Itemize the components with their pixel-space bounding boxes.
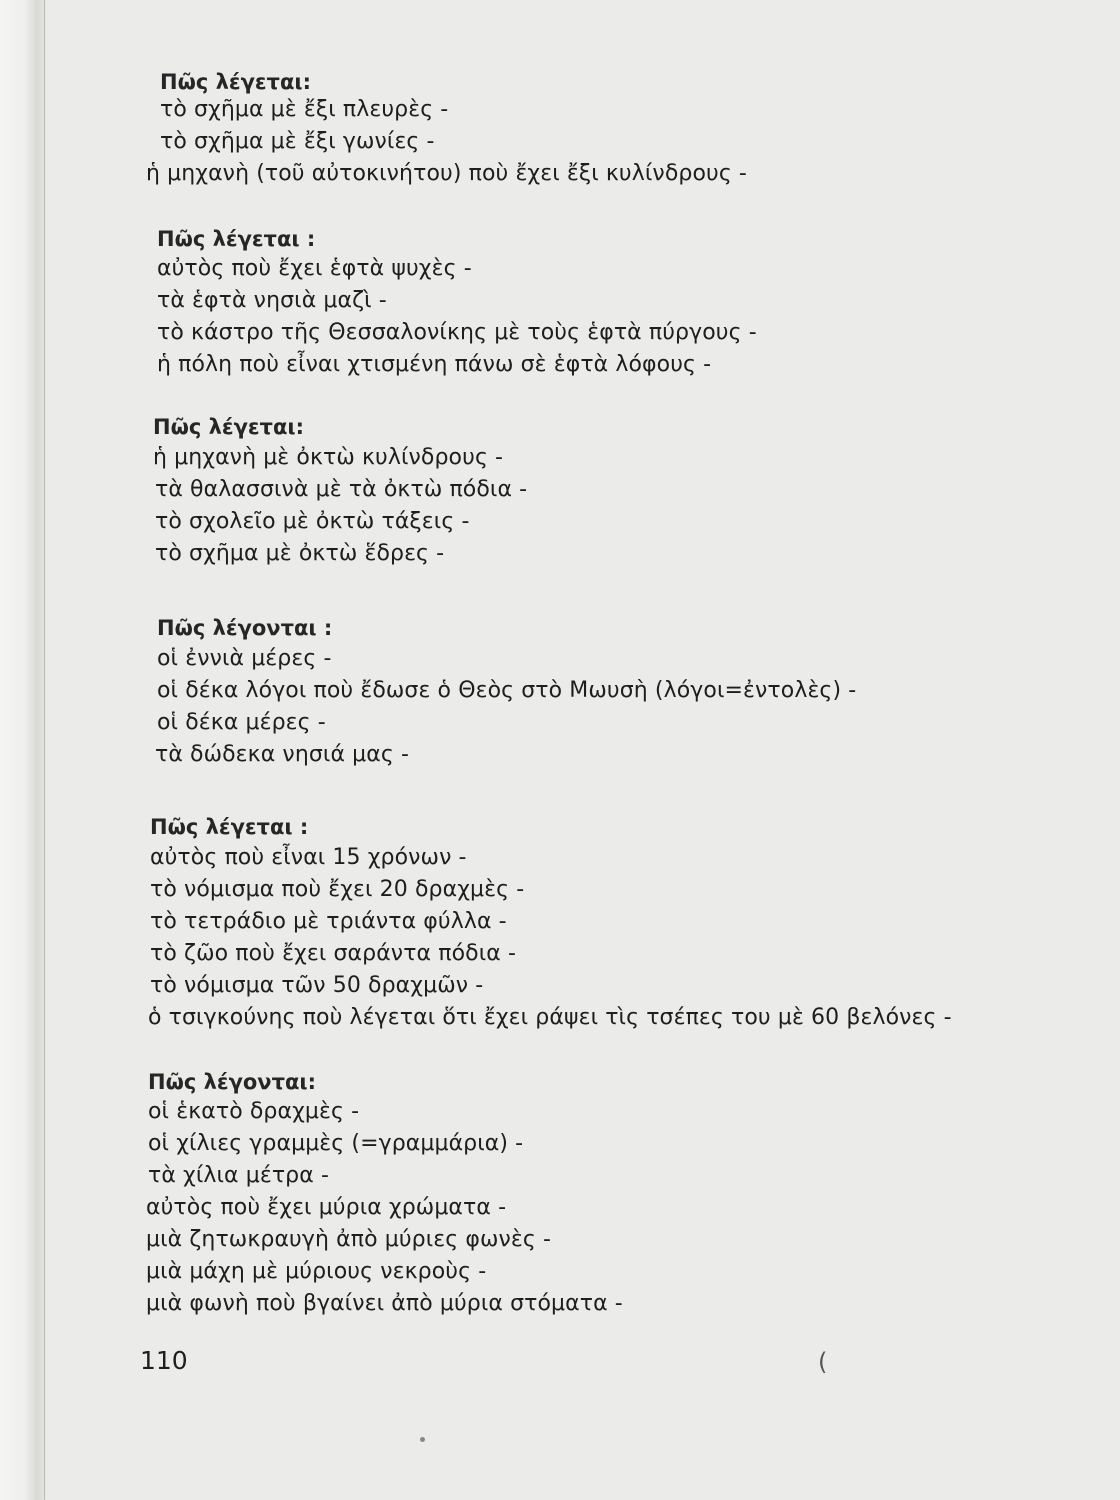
text-line: τὸ ζῶο ποὺ ἔχει σαράντα πόδια - [150, 941, 516, 966]
spine-edge [44, 0, 45, 1500]
section-heading: Πῶς λέγεται: [160, 70, 311, 94]
text-line: τὸ σχολεῖο μὲ ὀκτὼ τάξεις - [155, 509, 470, 534]
text-line: ἡ μηχανὴ (τοῦ αὐτοκινήτου) ποὺ ἔχει ἔξι κυλίνδρους - [146, 161, 747, 186]
text-line: τὸ σχῆμα μὲ ὀκτὼ ἕδρες - [155, 541, 445, 566]
text-line: αὐτὸς ποὺ εἶναι 15 χρόνων - [150, 845, 467, 870]
text-line: μιὰ ζητωκραυγὴ ἀπὸ μύριες φωνὲς - [146, 1227, 552, 1252]
section-heading: Πῶς λέγεται : [157, 227, 316, 251]
ink-dot [420, 1437, 425, 1442]
text-line: αὐτὸς ποὺ ἔχει ἑφτὰ ψυχὲς - [157, 256, 472, 281]
text-line: τὰ ἑφτὰ νησιὰ μαζὶ - [157, 288, 387, 313]
text-line: οἱ δέκα μέρες - [157, 710, 326, 735]
text-line: τὸ νόμισμα τῶν 50 δραχμῶν - [150, 973, 484, 998]
text-line: τὰ χίλια μέτρα - [148, 1163, 329, 1188]
section-heading: Πῶς λέγεται: [153, 415, 304, 439]
section-heading: Πῶς λέγονται: [148, 1070, 317, 1094]
text-line: οἱ ἐννιὰ μέρες - [157, 646, 332, 671]
section-heading: Πῶς λέγονται : [157, 616, 333, 640]
text-line: τὸ νόμισμα ποὺ ἔχει 20 δραχμὲς - [150, 877, 525, 902]
text-line: τὰ δώδεκα νησιά μας - [155, 742, 409, 767]
text-line: τὸ σχῆμα μὲ ἔξι γωνίες - [160, 129, 435, 154]
text-line: μιὰ φωνὴ ποὺ βγαίνει ἀπὸ μύρια στόματα - [146, 1291, 623, 1316]
text-line: τὸ σχῆμα μὲ ἔξι πλευρὲς - [160, 97, 449, 122]
text-line: τὸ τετράδιο μὲ τριάντα φύλλα - [150, 909, 507, 934]
text-line: αὐτὸς ποὺ ἔχει μύρια χρώματα - [146, 1195, 507, 1220]
text-line: οἱ δέκα λόγοι ποὺ ἔδωσε ὁ Θεὸς στὸ Μωυσὴ (λόγοι=ἐντολὲς) - [157, 678, 857, 703]
text-line: τὸ κάστρο τῆς Θεσσαλονίκης μὲ τοὺς ἑφτὰ πύργους - [157, 320, 757, 345]
text-line: τὰ θαλασσινὰ μὲ τὰ ὀκτὼ πόδια - [155, 477, 528, 502]
text-line: ἡ πόλη ποὺ εἶναι χτισμένη πάνω σὲ ἑφτὰ λόφους - [157, 352, 712, 377]
section-heading: Πῶς λέγεται : [150, 815, 309, 839]
text-line: μιὰ μάχη μὲ μύριους νεκροὺς - [146, 1259, 487, 1284]
text-line: ὁ τσιγκούνης ποὺ λέγεται ὅτι ἔχει ράψει τὶς τσέπες του μὲ 60 βελόνες - [148, 1005, 952, 1030]
pencil-mark: ( [818, 1348, 828, 1376]
book-spine-shadow [0, 0, 46, 1500]
text-line: ἡ μηχανὴ μὲ ὀκτὼ κυλίνδρους - [153, 445, 504, 470]
text-line: οἱ χίλιες γραμμὲς (=γραμμάρια) - [148, 1131, 524, 1156]
text-line: οἱ ἑκατὸ δραχμὲς - [148, 1099, 360, 1124]
page-number: 110 [140, 1346, 188, 1375]
